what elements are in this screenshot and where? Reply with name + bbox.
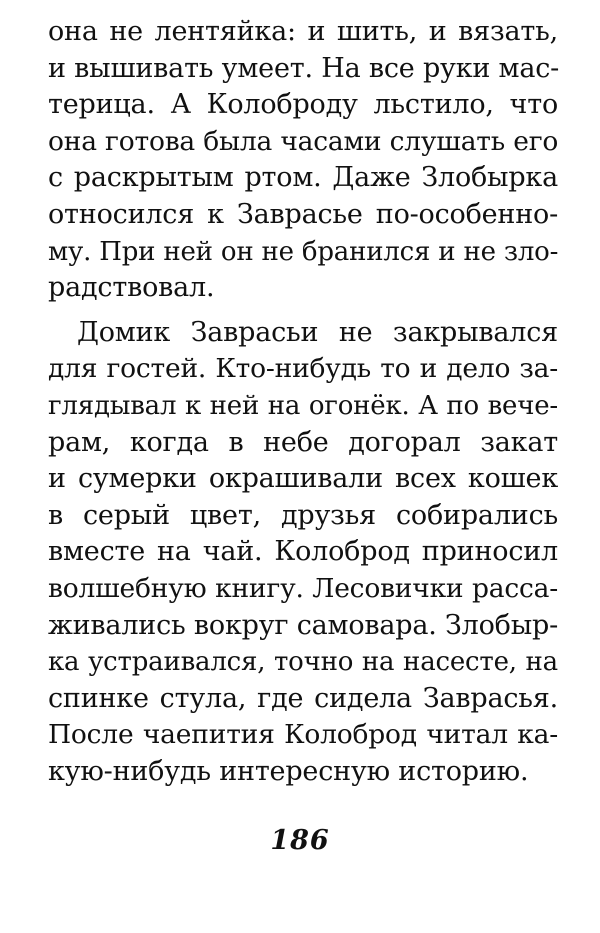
text-line: и сумерки окрашивали всех кошек <box>48 463 558 495</box>
text-line: После чаепития Колоброд читал ка- <box>48 719 558 751</box>
text-line: она не лентяйка: и шить, и вязать, <box>48 16 558 47</box>
text-line: глядывал к ней на огонёк. А по вече- <box>48 390 558 421</box>
text-line: с раскрытым ртом. Даже Злобырка <box>48 162 558 194</box>
text-line: относился к Заврасье по-особенно- <box>48 198 558 230</box>
text-line: терица. А Колоброду льстило, что <box>48 89 558 121</box>
text-line: Домик Заврасьи не закрывался <box>77 316 558 348</box>
text-line: живались вокруг самовара. Злобыр- <box>48 609 559 641</box>
text-line: кую-нибудь интересную историю. <box>48 755 529 787</box>
text-line: рам, когда в небе догорал закат <box>48 426 558 458</box>
text-line: вместе на чай. Колоброд приносил <box>48 536 558 568</box>
text-line: для гостей. Кто-нибудь то и дело за- <box>48 353 558 385</box>
text-line: волшебную книгу. Лесовички расса- <box>48 572 558 604</box>
paragraph-gap <box>48 307 558 315</box>
text-line: радствовал. <box>48 272 215 304</box>
text-line: в серый цвет, друзья собирались <box>48 499 558 531</box>
paragraph-1 <box>48 14 558 307</box>
text-line: она готова была часами слушать его <box>48 125 559 157</box>
paragraph-2 <box>48 315 558 791</box>
page-number: 186 <box>270 825 330 856</box>
page-text <box>48 14 558 790</box>
text-line: ка устраивался, точно на насесте, на <box>48 647 558 678</box>
text-line: спинке стула, где сидела Заврасья. <box>48 682 558 714</box>
text-line: и вышивать умеет. На все руки мас- <box>48 52 560 84</box>
text-line: му. При ней он не бранился и не зло- <box>48 236 559 267</box>
